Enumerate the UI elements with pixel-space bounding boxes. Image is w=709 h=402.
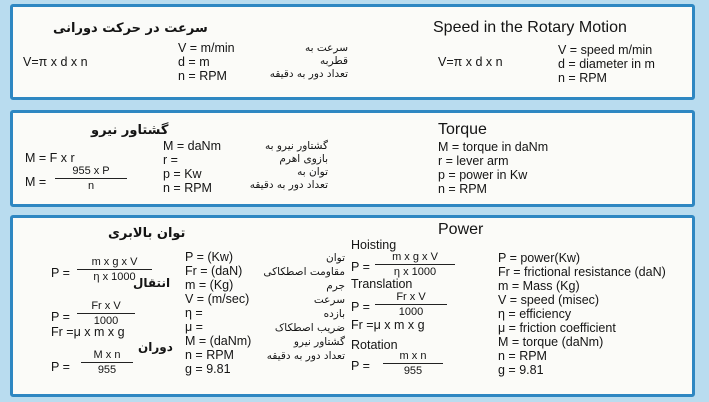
fraction-numerator: m x n (383, 350, 443, 364)
speed-defs-left (178, 41, 235, 83)
power-f2-lhs: P = (51, 310, 70, 324)
fraction-denominator: 1000 (93, 315, 119, 327)
speed-title-en: Speed in the Rotary Motion (433, 19, 627, 36)
power-def-left: P = (Kw) (185, 250, 234, 264)
torque-title-fa: گشتاور نیرو (91, 123, 169, 138)
hoisting-label: Hoisting (351, 238, 397, 252)
power-def-right: n = RPM (498, 349, 547, 363)
power-def-left: M = (daNm) (185, 334, 252, 348)
torque-defs-left (163, 139, 221, 195)
power-def-left: m = (Kg) (185, 278, 234, 292)
fraction-numerator: 955 x P (55, 165, 127, 179)
power-title-en: Power (438, 221, 484, 238)
power-label-rotation-fa: دوران (138, 340, 173, 354)
torque-defs-right (438, 140, 548, 196)
power-def-fa: جرم (326, 280, 345, 292)
speed-def-left: n = RPM (178, 69, 227, 83)
torque-def-fa: بازوی اهرم (279, 153, 328, 165)
hoisting-fraction (375, 251, 455, 278)
fraction-numerator: Fr x V (375, 291, 447, 305)
speed-def-right: d = diameter in m (558, 57, 655, 71)
torque-def-left: r = (163, 153, 178, 167)
torque-defs-fa (228, 140, 328, 192)
speed-formula-right: V=π x d x n (438, 55, 503, 69)
speed-def-right: n = RPM (558, 71, 607, 85)
torque-formula-2-fraction (55, 165, 127, 192)
power-defs-left (185, 250, 251, 376)
power-def-left: V = (m/sec) (185, 292, 250, 306)
speed-def-right: V = speed m/min (558, 43, 653, 57)
speed-def-left: V = m/min (178, 41, 235, 55)
translation-lhs: P = (351, 300, 370, 314)
power-def-fa: تعداد دور به دقیقه (266, 350, 345, 362)
power-defs-right (498, 251, 666, 377)
fraction-denominator: η x 1000 (393, 266, 437, 278)
power-def-fa: توان (326, 252, 345, 264)
rotation-fraction (383, 350, 443, 377)
speed-title-fa: سرعت در حرکت دورانی (53, 21, 208, 36)
power-def-fa: مقاومت اصطکاکی (263, 266, 345, 278)
power-def-fa: ضریب اصطکاک (274, 322, 345, 334)
torque-def-fa: تعداد دور به دقیقه (249, 179, 328, 191)
torque-def-right: p = power in Kw (438, 168, 528, 182)
power-def-right: m = Mass (Kg) (498, 279, 580, 293)
fraction-numerator: m x g x V (375, 251, 455, 265)
power-f2-fraction (77, 300, 135, 327)
hoisting-lhs: P = (351, 260, 370, 274)
torque-def-left: p = Kw (163, 167, 202, 181)
speed-defs-right (558, 43, 655, 85)
power-def-fa: بازده (323, 308, 345, 320)
power-def-left: n = RPM (185, 348, 234, 362)
power-panel (10, 215, 695, 397)
power-f4-lhs: P = (51, 360, 70, 374)
power-def-fa: گشتاور نیرو (293, 336, 345, 348)
power-def-left: g = 9.81 (185, 362, 231, 376)
torque-def-fa: گشتاور نیرو به (264, 140, 328, 152)
torque-formula-2-lhs: M = (25, 175, 47, 189)
power-def-right: η = efficiency (498, 307, 572, 321)
speed-def-fa: سرعت به (304, 42, 348, 54)
rotation-lhs: P = (351, 359, 370, 373)
power-f1-lhs: P = (51, 266, 70, 280)
power-def-left: η = (185, 306, 203, 320)
fraction-numerator: m x g x V (77, 256, 152, 270)
torque-def-left: M = daNm (163, 139, 222, 153)
power-def-right: μ = friction coefficient (498, 321, 616, 335)
translation-fraction (375, 291, 447, 318)
torque-def-right: M = torque in daNm (438, 140, 549, 154)
fraction-denominator: 1000 (398, 306, 424, 318)
power-f4-fraction (81, 349, 133, 376)
fraction-denominator: 955 (97, 364, 117, 376)
speed-formula-left: V=π x d x n (23, 55, 88, 69)
torque-def-left: n = RPM (163, 181, 212, 195)
power-def-right: M = torque (daNm) (498, 335, 604, 349)
power-def-right: V = speed (misec) (498, 293, 600, 307)
translation-label: Translation (351, 277, 413, 291)
power-def-right: Fr = frictional resistance (daN) (498, 265, 666, 279)
power-defs-fa (245, 251, 345, 363)
torque-def-fa: توان به (297, 166, 328, 178)
speed-def-fa: قطربه (320, 55, 348, 67)
power-label-transfer-fa: انتقال (133, 276, 171, 290)
torque-def-right: r = lever arm (438, 154, 509, 168)
speed-defs-fa (263, 42, 348, 81)
fraction-denominator: 955 (403, 365, 423, 377)
fraction-denominator: n (87, 180, 95, 192)
rotation-label: Rotation (351, 338, 398, 352)
power-title-fa: توان بالابری (108, 226, 186, 241)
power-def-right: g = 9.81 (498, 363, 544, 377)
power-f3: Fr =μ x m x g (51, 325, 125, 339)
fraction-numerator: M x n (81, 349, 133, 363)
speed-def-left: d = m (178, 55, 210, 69)
power-def-fa: سرعت (313, 294, 345, 306)
torque-title-en: Torque (438, 121, 487, 138)
translation-fr: Fr =μ x m x g (351, 318, 425, 332)
power-def-right: P = power(Kw) (498, 251, 581, 265)
speed-panel (10, 4, 695, 100)
fraction-numerator: Fr x V (77, 300, 135, 314)
torque-formula-1: M = F x r (25, 151, 75, 165)
power-def-left: μ = (185, 320, 203, 334)
torque-panel (10, 110, 695, 207)
power-def-left: Fr = (daN) (185, 264, 243, 278)
fraction-denominator: η x 1000 (93, 271, 136, 283)
torque-def-right: n = RPM (438, 182, 487, 196)
speed-def-fa: تعداد دور به دقیقه (269, 68, 348, 80)
